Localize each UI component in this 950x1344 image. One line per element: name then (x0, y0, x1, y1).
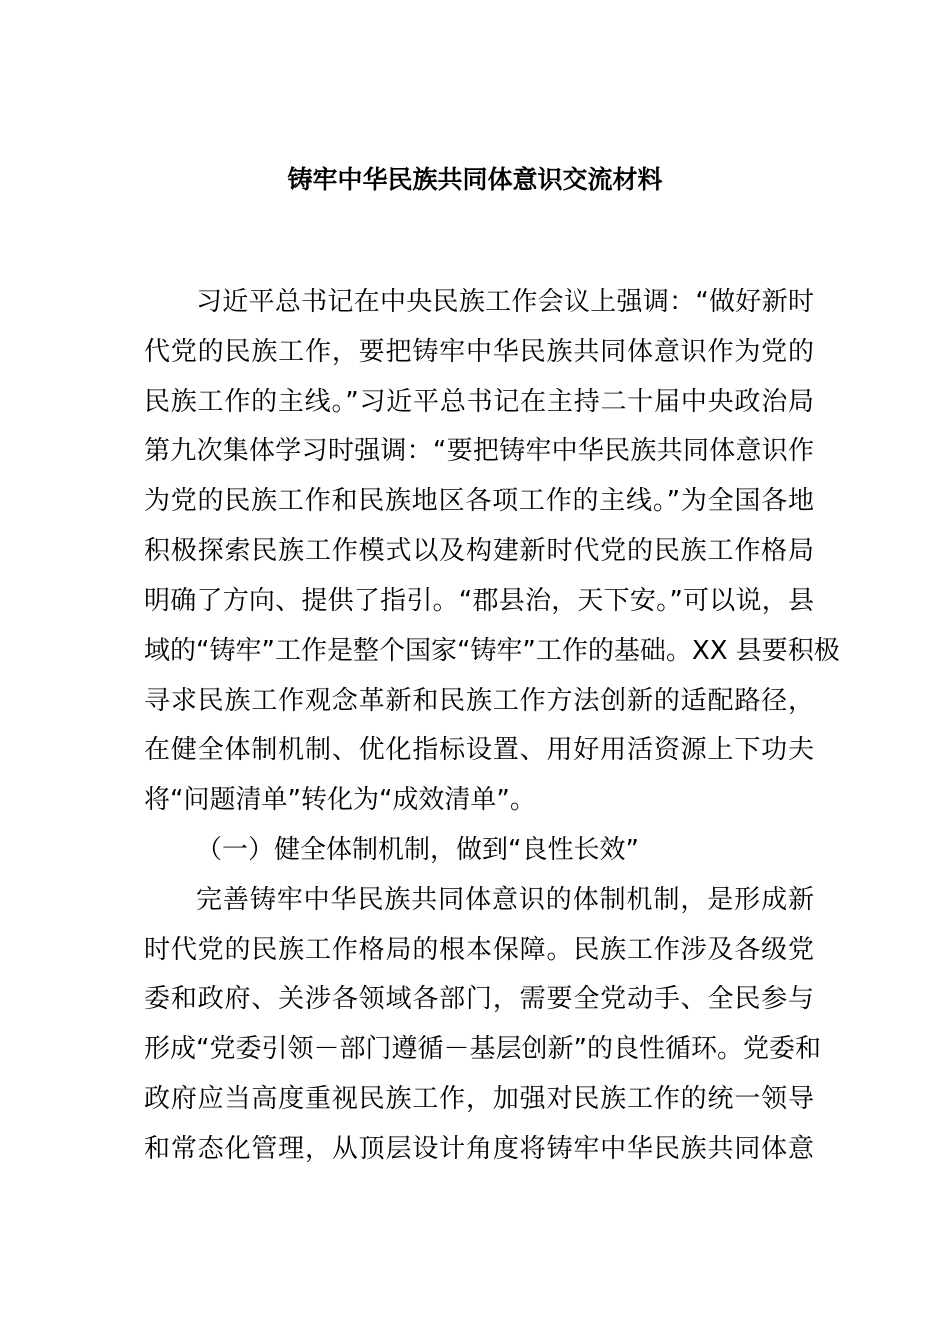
paragraph-line: 将“问题清单”转化为“成效清单”。 (144, 785, 536, 815)
paragraph-line: 为党的民族工作和民族地区各项工作的主线。”为全国各地 (144, 486, 814, 516)
paragraph-line: 委和政府、关涉各领域各部门，需要全党动手、全民参与 (144, 984, 814, 1014)
paragraph-line: 在健全体制机制、优化指标设置、用好用活资源上下功夫 (144, 735, 814, 765)
paragraph-line: 习近平总书记在中央民族工作会议上强调：“做好新时 (196, 287, 814, 317)
paragraph-line: 完善铸牢中华民族共同体意识的体制机制，是形成新 (196, 885, 814, 915)
paragraph-line: 寻求民族工作观念革新和民族工作方法创新的适配路径， (144, 686, 814, 716)
paragraph-line: 代党的民族工作，要把铸牢中华民族共同体意识作为党的 (144, 337, 814, 367)
paragraph-line: 和常态化管理，从顶层设计角度将铸牢中华民族共同体意 (144, 1134, 814, 1164)
section-heading: （一）健全体制机制，做到“良性长效” (196, 835, 639, 865)
paragraph-line: 政府应当高度重视民族工作，加强对民族工作的统一领导 (144, 1084, 814, 1114)
paragraph-line: 形成“党委引领－部门遵循－基层创新”的良性循环。党委和 (144, 1034, 821, 1064)
paragraph-line: 民族工作的主线。”习近平总书记在主持二十届中央政治局 (144, 387, 814, 417)
paragraph-line: 明确了方向、提供了指引。“郡县治，天下安。”可以说，县 (144, 586, 814, 616)
document-title: 铸牢中华民族共同体意识交流材料 (287, 165, 663, 194)
paragraph-line: 第九次集体学习时强调：“要把铸牢中华民族共同体意识作 (144, 436, 814, 466)
paragraph-line: 域的“铸牢”工作是整个国家“铸牢”工作的基础。XX 县要积极 (144, 636, 840, 666)
paragraph-line: 积极探索民族工作模式以及构建新时代党的民族工作格局 (144, 536, 814, 566)
paragraph-line: 时代党的民族工作格局的根本保障。民族工作涉及各级党 (144, 935, 814, 965)
